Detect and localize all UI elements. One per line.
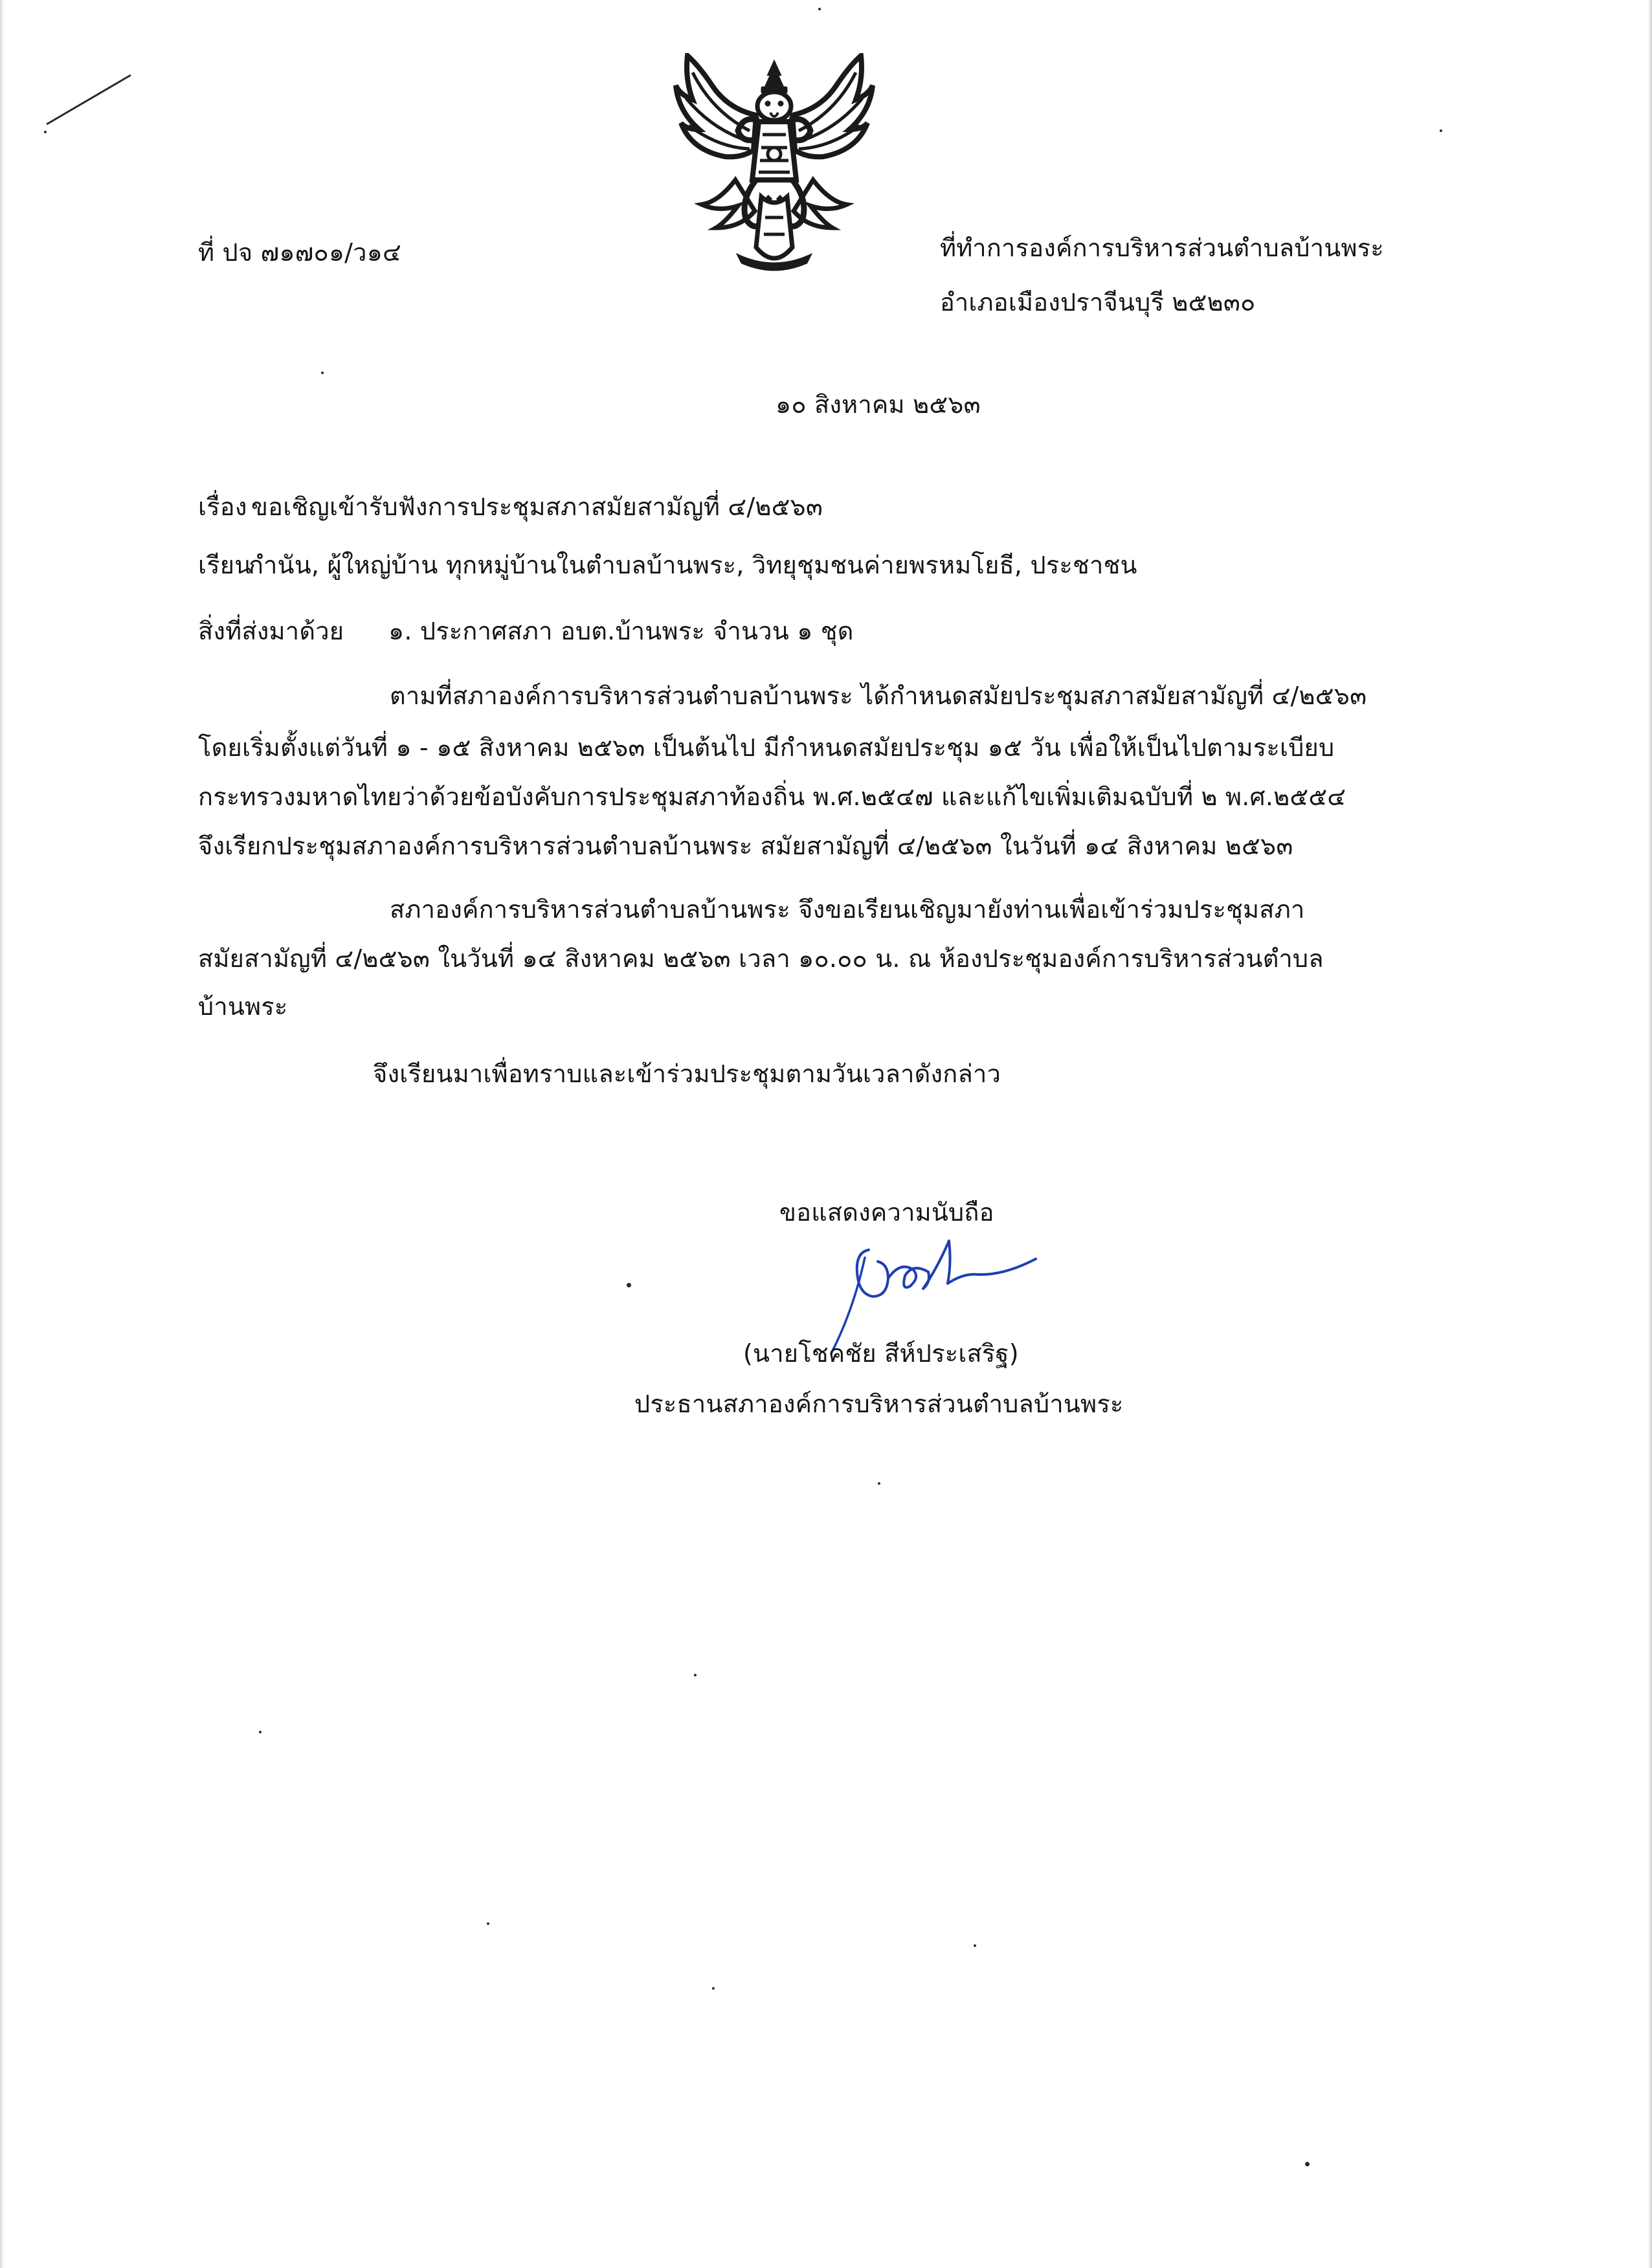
scan-speckle <box>974 1944 976 1947</box>
closing-sentence: จึงเรียนมาเพื่อทราบและเข้าร่วมประชุมตามวันเวลาดังกล่าว <box>373 1060 1001 1088</box>
recipient-text: กำนัน, ผู้ใหญ่บ้าน ทุกหมู่บ้านในตำบลบ้านพระ, วิทยุชุมชนค่ายพรหมโยธี, ประชาชน <box>249 551 1137 579</box>
scan-speckle <box>321 372 324 374</box>
subject-label: เรื่อง <box>198 493 247 521</box>
office-address-line1: ที่ทำการองค์การบริหารส่วนตำบลบ้านพระ <box>940 234 1384 262</box>
handwritten-signature <box>816 1227 1049 1356</box>
scan-speckle <box>1440 129 1442 132</box>
closing-salutation: ขอแสดงความนับถือ <box>779 1198 994 1227</box>
scan-edge-left <box>0 0 4 2268</box>
recipient-label: เรียน <box>198 551 252 579</box>
scan-speckle <box>1305 2162 1310 2166</box>
enclosure-text: ๑. ประกาศสภา อบต.บ้านพระ จำนวน ๑ ชุด <box>388 617 854 645</box>
scan-speckle <box>712 1987 715 1990</box>
subject-text: ขอเชิญเข้ารับฟังการประชุมสภาสมัยสามัญที่ ๔/๒๕๖๓ <box>251 493 823 521</box>
paragraph-1-line-4: จึงเรียกประชุมสภาองค์การบริหารส่วนตำบลบ้านพระ สมัยสามัญที่ ๔/๒๕๖๓ ในวันที่ ๑๔ สิงหาคม ๒๕๖๓ <box>198 832 1293 860</box>
paragraph-2-line-2: สมัยสามัญที่ ๔/๒๕๖๓ ในวันที่ ๑๔ สิงหาคม ๒๕๖๓ เวลา ๑๐.๐๐ น. ณ ห้องประชุมองค์การบริหารส่วนตำบล <box>198 944 1324 973</box>
signer-name: (นายโชคชัย สีห์ประเสริฐ) <box>743 1339 1019 1368</box>
letter-date: ๑๐ สิงหาคม ๒๕๖๓ <box>776 390 981 419</box>
paragraph-1-line-1: ตามที่สภาองค์การบริหารส่วนตำบลบ้านพระ ได้กำหนดสมัยประชุมสภาสมัยสามัญที่ ๔/๒๕๖๓ <box>390 682 1367 710</box>
scan-speckle <box>487 1922 489 1925</box>
pen-mark <box>40 70 137 135</box>
reference-number: ที่ ปจ ๗๑๗๐๑/ว๑๔ <box>198 238 401 267</box>
paragraph-2-line-3: บ้านพระ <box>198 992 288 1021</box>
scan-speckle <box>818 8 821 10</box>
paragraph-2-line-1: สภาองค์การบริหารส่วนตำบลบ้านพระ จึงขอเรียนเชิญมายังท่านเพื่อเข้าร่วมประชุมสภา <box>390 895 1305 924</box>
scan-speckle <box>259 1731 262 1733</box>
scan-speckle <box>694 1674 697 1676</box>
paragraph-1-line-2: โดยเริ่มตั้งแต่วันที่ ๑ - ๑๕ สิงหาคม ๒๕๖๓ เป็นต้นไป มีกำหนดสมัยประชุม ๑๕ วัน เพื่อให้เป็นไปตามระเบียบ <box>198 733 1335 762</box>
scan-speckle <box>878 1482 880 1485</box>
signer-title: ประธานสภาองค์การบริหารส่วนตำบลบ้านพระ <box>634 1390 1124 1418</box>
scan-edge-right <box>1648 0 1652 2268</box>
office-address-line2: อำเภอเมืองปราจีนบุรี ๒๕๒๓๐ <box>940 288 1256 317</box>
paragraph-1-line-3: กระทรวงมหาดไทยว่าด้วยข้อบังคับการประชุมสภาท้องถิ่น พ.ศ.๒๕๔๗ และแก้ไขเพิ่มเติมฉบับที่ ๒ พ.ศ.๒๕๕๔ <box>198 783 1346 811</box>
enclosure-label: สิ่งที่ส่งมาด้วย <box>198 617 344 645</box>
scan-speckle <box>627 1283 631 1287</box>
garuda-emblem-icon <box>673 53 875 278</box>
